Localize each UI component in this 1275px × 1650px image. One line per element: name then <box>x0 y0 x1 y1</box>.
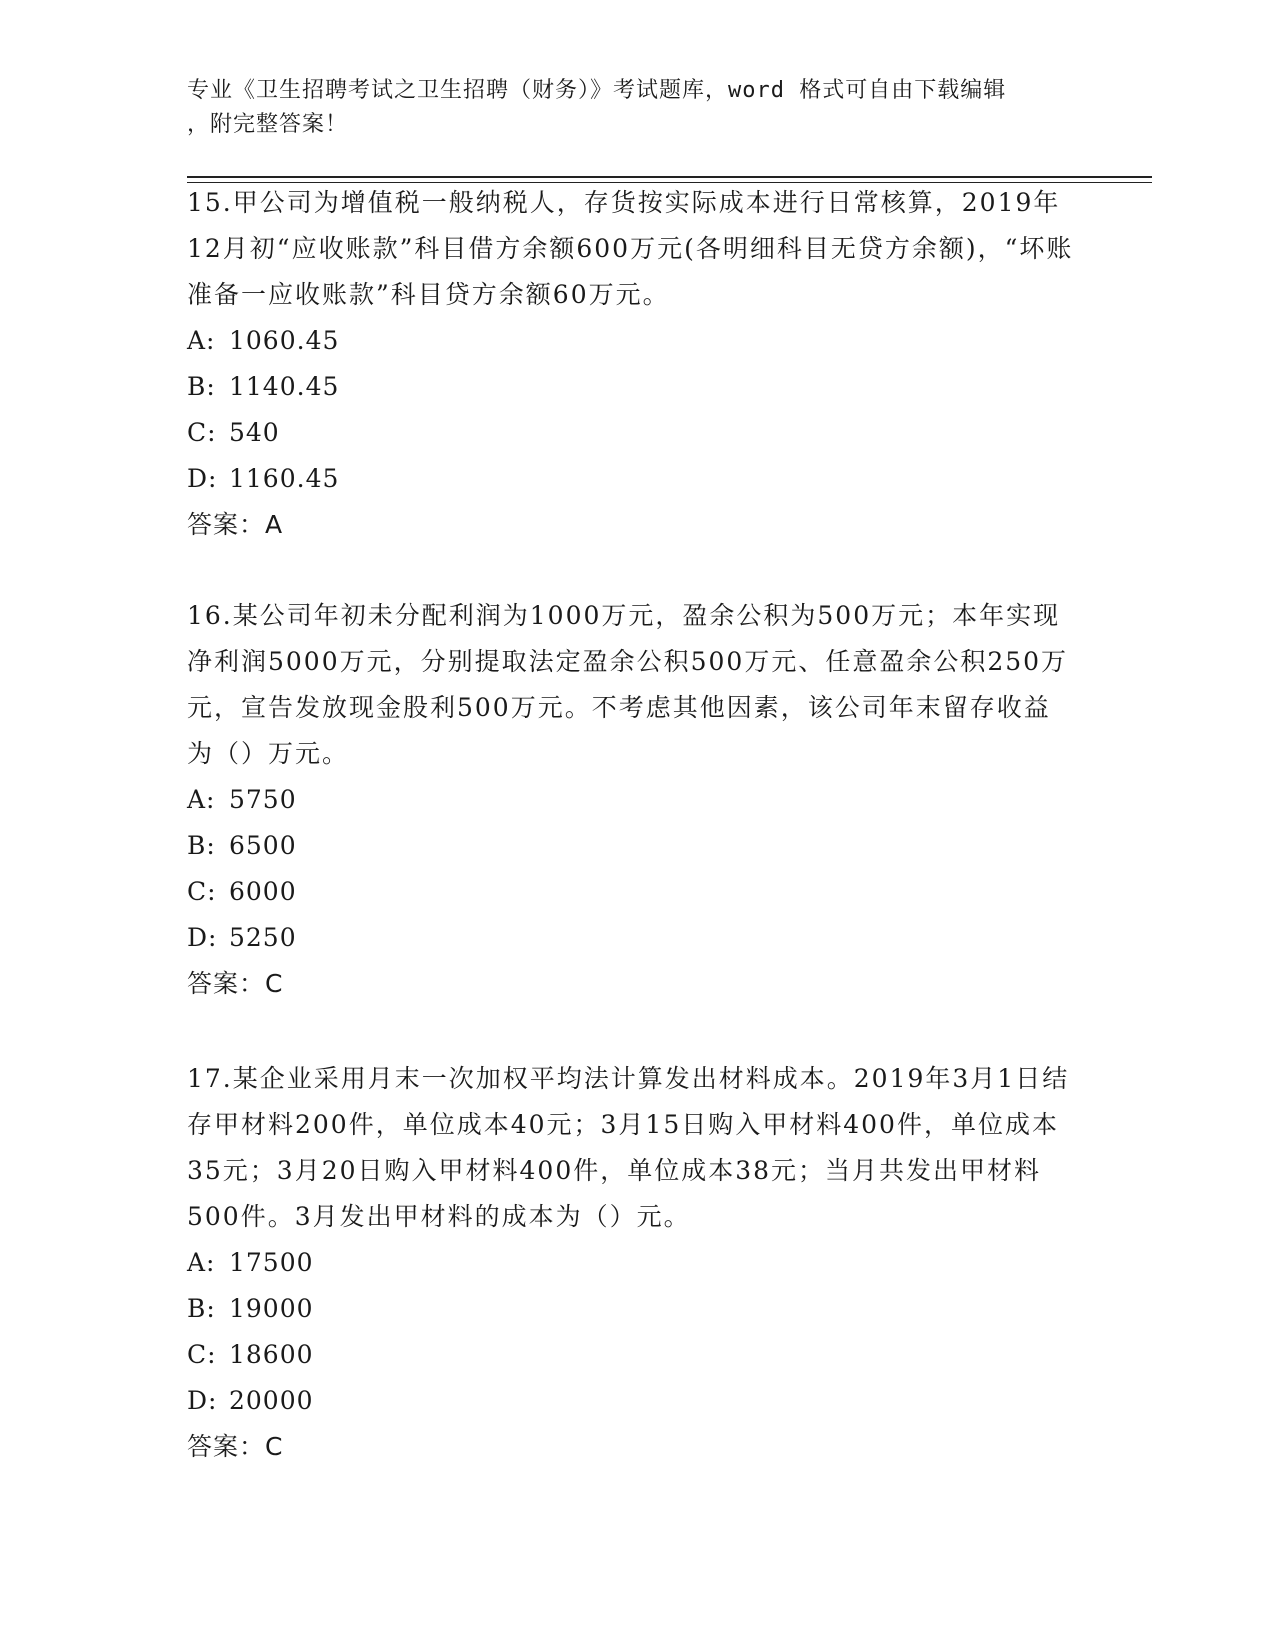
question-17 <box>187 1056 1077 1470</box>
option-c <box>187 869 1077 915</box>
option-value: 19000 <box>229 1294 314 1323</box>
option-label: D: <box>187 923 218 952</box>
option-a <box>187 318 1077 364</box>
option-value: 5750 <box>229 785 297 814</box>
question-stem: 16.某公司年初未分配利润为1000万元，盈余公积为500万元；本年实现净利润5000万元，分别提取法定盈余公积500万元、任意盈余公积250万元，宣告发放现金股利500万元。不考虑其他因素，该公司年末留存收益为（）万元。 <box>187 601 1069 768</box>
option-label: C: <box>187 877 217 906</box>
option-label: D: <box>187 464 218 493</box>
option-value: 6500 <box>229 831 297 860</box>
header-line-2: ，附完整答案！ <box>187 112 349 137</box>
option-b <box>187 1286 1077 1332</box>
option-value: 20000 <box>229 1386 314 1415</box>
option-b <box>187 823 1077 869</box>
option-a <box>187 777 1077 823</box>
option-value: 5250 <box>229 923 297 952</box>
header-divider-thick <box>187 176 1152 178</box>
question-stem: 17.某企业采用月末一次加权平均法计算发出材料成本。2019年3月1日结存甲材料200件，单位成本40元；3月15日购入甲材料400件，单位成本35元；3月20日购入甲材料400件，单位成本38元；当月共发出甲材料500件。3月发出甲材料的成本为（）元。 <box>187 1064 1070 1231</box>
option-label: B: <box>187 1294 216 1323</box>
option-a <box>187 1240 1077 1286</box>
option-value: 18600 <box>229 1340 314 1369</box>
option-label: C: <box>187 418 217 447</box>
option-value: 1060.45 <box>229 326 340 355</box>
option-value: 540 <box>229 418 280 447</box>
option-c <box>187 1332 1077 1378</box>
option-d <box>187 456 1077 502</box>
answer-text: 答案：A <box>187 510 284 539</box>
option-d <box>187 1378 1077 1424</box>
option-b <box>187 364 1077 410</box>
option-value: 1160.45 <box>229 464 340 493</box>
option-c <box>187 410 1077 456</box>
question-15 <box>187 180 1077 548</box>
answer-text: 答案：C <box>187 969 284 998</box>
option-label: D: <box>187 1386 218 1415</box>
question-16 <box>187 593 1077 1007</box>
option-value: 17500 <box>229 1248 314 1277</box>
document-header <box>187 74 1077 142</box>
option-label: B: <box>187 831 216 860</box>
option-d <box>187 915 1077 961</box>
option-label: C: <box>187 1340 217 1369</box>
option-label: B: <box>187 372 216 401</box>
option-value: 6000 <box>229 877 297 906</box>
option-value: 1140.45 <box>229 372 340 401</box>
option-label: A: <box>187 326 216 355</box>
option-label: A: <box>187 1248 216 1277</box>
header-line-1: 专业《卫生招聘考试之卫生招聘（财务）》考试题库，word 格式可自由下载编辑 <box>187 78 1007 103</box>
question-stem: 15.甲公司为增值税一般纳税人，存货按实际成本进行日常核算，2019年12月初“应收账款”科目借方余额600万元(各明细科目无贷方余额)，“坏账准备一应收账款”科目贷方余额60万元。 <box>187 188 1074 309</box>
option-label: A: <box>187 785 216 814</box>
answer-text: 答案：C <box>187 1432 284 1461</box>
